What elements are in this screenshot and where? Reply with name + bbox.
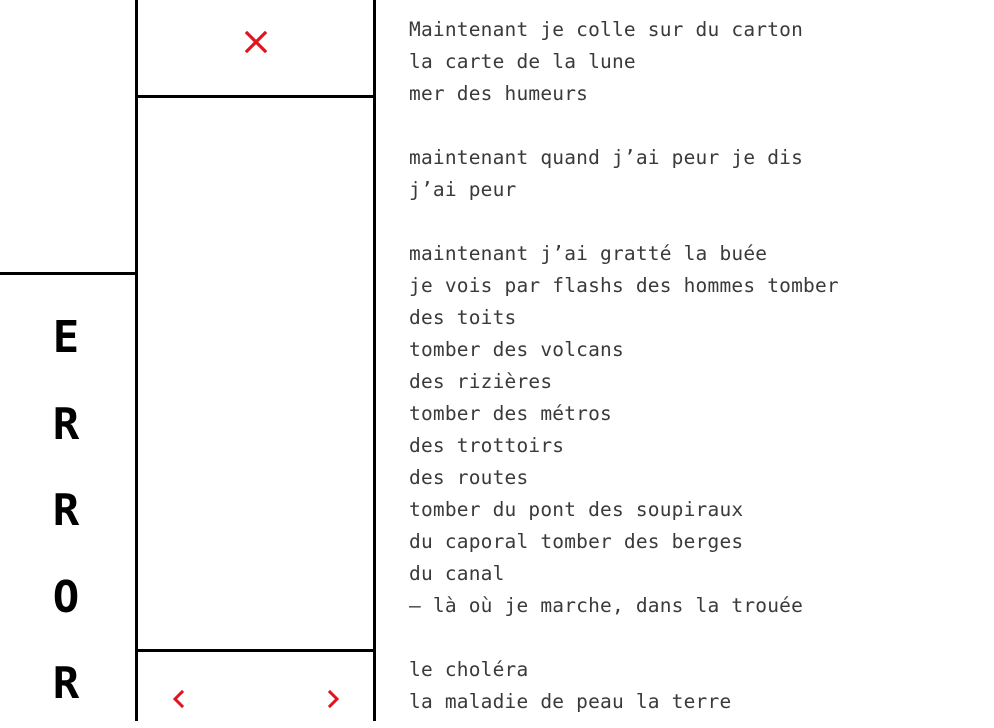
error-letter: O [52, 571, 80, 623]
close-icon [245, 31, 267, 53]
poem-text [409, 14, 979, 718]
poem-line: Maintenant je colle sur du carton [409, 18, 804, 41]
left-panel [0, 0, 136, 721]
poem-line: la carte de la lune [409, 50, 636, 73]
poem-line: j’ai peur [409, 178, 517, 201]
poem-line: des routes [409, 466, 529, 489]
poem-line [409, 622, 979, 654]
poem-line: des rizières [409, 370, 553, 393]
poem-line: maintenant j’ai gratté la buée [409, 242, 768, 265]
left-panel-empty-area [0, 0, 136, 272]
next-button[interactable] [318, 682, 350, 716]
poem-line [409, 206, 979, 238]
error-letter: R [52, 658, 80, 709]
poem-line: mer des humeurs [409, 82, 589, 105]
poem-line: maintenant quand j’ai peur je dis [409, 146, 804, 169]
poem-line: des toits [409, 306, 517, 329]
middle-panel-content [138, 98, 373, 649]
poem-line: le choléra [409, 658, 529, 681]
divider [136, 649, 376, 652]
poem-line: du caporal tomber des berges [409, 530, 744, 553]
poem-line: tomber des métros [409, 402, 612, 425]
poem-line: je vois par flashs des hommes tomber [409, 274, 839, 297]
previous-button[interactable] [162, 682, 194, 716]
poem-line: des trottoirs [409, 434, 565, 457]
poem-line: tomber des volcans [409, 338, 624, 361]
error-letter: E [52, 312, 80, 363]
poem-line [409, 110, 979, 142]
error-letter: R [52, 485, 80, 536]
chevron-left-icon [171, 689, 185, 709]
divider [0, 272, 138, 275]
error-vertical-text [0, 295, 132, 728]
poem-line: du canal [409, 562, 505, 585]
close-button[interactable] [236, 22, 276, 62]
divider [373, 0, 376, 721]
poem-line: tomber du pont des soupiraux [409, 498, 744, 521]
chevron-right-icon [327, 689, 341, 709]
poem-line: — là où je marche, dans la trouée [409, 594, 804, 617]
poem-line: la maladie de peau la terre [409, 690, 732, 713]
error-letter: R [52, 398, 80, 450]
